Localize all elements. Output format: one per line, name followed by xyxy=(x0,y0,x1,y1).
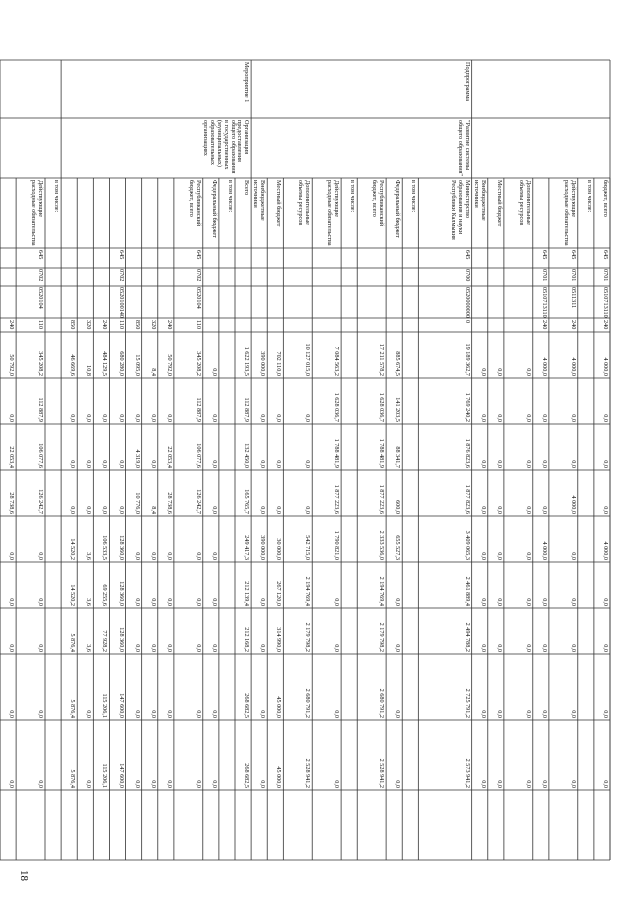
value-cell: 0,0 xyxy=(165,710,173,718)
value-cell: 132 450,0 xyxy=(243,443,251,468)
value-cell: 28 738,6 xyxy=(165,492,173,514)
value-cell: 0,0 xyxy=(495,598,503,606)
value-cell: 30 000,0 xyxy=(275,538,283,560)
csr-code: 0520100140 xyxy=(117,287,125,318)
value-cell: 46 669,6 xyxy=(69,354,77,376)
value-cell: 0,0 xyxy=(8,780,16,788)
grbs-code: 645 xyxy=(463,250,471,260)
value-cell: 0,0 xyxy=(540,644,548,652)
value-cell: 128 360,0 xyxy=(117,535,125,560)
value-cell: 0,0 xyxy=(194,552,202,560)
vr-code: 320 xyxy=(85,320,93,330)
value-cell: 4 319,0 xyxy=(133,449,141,468)
rz-code: 0700 xyxy=(463,269,471,282)
value-cell: 0,0 xyxy=(117,460,125,468)
csr-code: 0520000000 xyxy=(463,287,471,318)
value-cell: 22 053,4 xyxy=(8,446,16,468)
value-cell: 0,0 xyxy=(479,598,487,606)
value-cell: 128 360,0 xyxy=(117,627,125,652)
value-cell: 1 877 223,6 xyxy=(378,484,386,514)
value-cell: 141 203,5 xyxy=(394,397,402,422)
value-cell: 1 769 240,2 xyxy=(463,392,471,422)
value-cell: 1 628 036,7 xyxy=(378,392,386,422)
value-cell: 212 168,2 xyxy=(243,627,251,652)
value-cell: 0,0 xyxy=(540,460,548,468)
value-cell: 2 461 889,4 xyxy=(463,576,471,606)
value-cell: 115 206,1 xyxy=(101,693,109,718)
value-cell: 0,0 xyxy=(8,710,16,718)
value-cell: 0,0 xyxy=(524,780,532,788)
value-cell: 0,0 xyxy=(495,552,503,560)
value-cell: 15 095,0 xyxy=(133,354,141,376)
value-cell: 345 208,2 xyxy=(37,351,44,376)
subprogram-name: "Развитие системы общего образования" xyxy=(456,120,471,176)
value-cell: 0,0 xyxy=(524,552,532,560)
value-cell: 0,0 xyxy=(101,414,109,422)
value-cell: 249 417,3 xyxy=(243,535,251,560)
value-cell: 0,0 xyxy=(133,598,141,606)
value-cell: 0,0 xyxy=(149,780,157,788)
value-cell: 115 206,1 xyxy=(101,763,109,788)
vr-code: 240 xyxy=(8,320,16,330)
value-cell: 0,0 xyxy=(210,506,218,514)
value-cell: 10,8 xyxy=(85,365,93,376)
value-cell: 2 680 791,2 xyxy=(304,688,312,718)
value-cell: 600,0 xyxy=(394,500,402,514)
value-cell: 0,0 xyxy=(524,710,532,718)
value-cell: 0,0 xyxy=(602,644,609,652)
value-cell: 0,0 xyxy=(569,414,577,422)
value-cell: 0,0 xyxy=(602,506,609,514)
rz-code: 0701 xyxy=(569,269,577,282)
value-cell: 655 527,3 xyxy=(394,535,402,560)
value-cell: 0,0 xyxy=(259,506,267,514)
value-cell: 17 211 578,2 xyxy=(378,343,386,376)
value-cell: 0,0 xyxy=(524,644,532,652)
value-cell: 0,0 xyxy=(495,710,503,718)
row-label: Республиканский бюджет, всего xyxy=(187,180,202,227)
value-cell: 0,0 xyxy=(149,598,157,606)
value-cell: 0,0 xyxy=(275,506,283,514)
row-label: Федеральный бюджет xyxy=(210,180,218,238)
value-cell: 345 208,2 xyxy=(194,351,202,376)
value-cell: 0,0 xyxy=(165,780,173,788)
value-cell: 0,0 xyxy=(304,460,312,468)
value-cell: 0,0 xyxy=(524,414,532,422)
value-cell: 0,0 xyxy=(8,414,16,422)
value-cell: 126 242,7 xyxy=(194,489,202,514)
value-cell: 0,0 xyxy=(569,644,577,652)
value-cell: 0,0 xyxy=(259,710,267,718)
row-label: в том числе: xyxy=(53,180,61,213)
value-cell: 0,0 xyxy=(210,552,218,560)
value-cell: 0,0 xyxy=(85,460,93,468)
value-cell: 14 520,2 xyxy=(69,584,77,606)
value-cell: 112 887,9 xyxy=(194,397,202,422)
value-cell: 0,0 xyxy=(194,598,202,606)
value-cell: 112 887,9 xyxy=(243,397,251,422)
row-label: в том числе: xyxy=(585,180,593,213)
value-cell: 0,0 xyxy=(259,644,267,652)
value-cell: 106 077,6 xyxy=(194,443,202,468)
value-cell: 0,0 xyxy=(479,644,487,652)
rz-code: 0701 xyxy=(602,269,609,282)
value-cell: 0,0 xyxy=(149,460,157,468)
value-cell: 4 000,0 xyxy=(602,357,609,376)
value-cell: 0,0 xyxy=(304,506,312,514)
value-cell: 0,0 xyxy=(85,506,93,514)
value-cell: 88 341,7 xyxy=(394,446,402,468)
value-cell: 0,0 xyxy=(495,460,503,468)
value-cell: 268 682,5 xyxy=(243,763,251,788)
value-cell: 0,0 xyxy=(259,414,267,422)
value-cell: 0,0 xyxy=(85,414,93,422)
value-cell: 885 674,5 xyxy=(394,351,402,376)
value-cell: 0,0 xyxy=(133,710,141,718)
value-cell: 1 788 481,9 xyxy=(333,438,341,468)
csr-code: 0511311 xyxy=(569,287,577,309)
value-cell: 0,0 xyxy=(69,460,77,468)
value-cell: 5 876,4 xyxy=(69,769,77,788)
csr-code: 0510713110 xyxy=(540,287,548,318)
row-label: Действующие расходные обязательства xyxy=(562,180,577,246)
value-cell: 0,0 xyxy=(540,710,548,718)
vr-code: 240 xyxy=(165,320,173,330)
value-cell: 2 528 941,2 xyxy=(378,758,386,788)
value-cell: 22 053,4 xyxy=(165,446,173,468)
value-cell: 0,0 xyxy=(117,414,125,422)
value-cell: 2 573 941,2 xyxy=(463,758,471,788)
value-cell: 0,0 xyxy=(495,780,503,788)
value-cell: 45 000,0 xyxy=(275,766,283,788)
value-cell: 0,0 xyxy=(569,460,577,468)
subprogram-label: Подпрограмма xyxy=(463,62,471,101)
vr-code: 110 xyxy=(194,320,202,330)
value-cell: 0,0 xyxy=(333,644,341,652)
rz-code: 0701 xyxy=(540,269,548,282)
value-cell: 2 680 791,2 xyxy=(378,688,386,718)
value-cell: 0,0 xyxy=(602,460,609,468)
grbs-code: 645 xyxy=(117,250,125,260)
value-cell: 2 194 769,4 xyxy=(378,576,386,606)
csr-code: 0520104 xyxy=(194,287,202,309)
value-cell: 0,0 xyxy=(495,414,503,422)
value-cell: 268 682,5 xyxy=(243,693,251,718)
value-cell: 0,0 xyxy=(37,710,44,718)
value-cell: 0,0 xyxy=(479,780,487,788)
value-cell: 8,4 xyxy=(149,368,157,376)
value-cell: 10 127 015,0 xyxy=(304,343,312,376)
value-cell: 0,0 xyxy=(133,644,141,652)
value-cell: 0,0 xyxy=(524,506,532,514)
value-cell: 77 928,2 xyxy=(101,630,109,652)
value-cell: 0,0 xyxy=(259,598,267,606)
vr-code: 240 xyxy=(569,320,577,330)
rz-code: 0702 xyxy=(37,269,44,282)
value-cell: 1 790 821,0 xyxy=(333,530,341,560)
value-cell: 0,0 xyxy=(275,414,283,422)
value-cell: 0,0 xyxy=(165,552,173,560)
value-cell: 0,0 xyxy=(210,598,218,606)
value-cell: 106 533,5 xyxy=(101,535,109,560)
value-cell: 1 877 223,6 xyxy=(333,484,341,514)
vr-code: 850 xyxy=(69,320,77,330)
value-cell: 0,0 xyxy=(540,780,548,788)
value-cell: 4 000,0 xyxy=(569,357,577,376)
value-cell: 45 000,0 xyxy=(275,696,283,718)
value-cell: 0,0 xyxy=(394,644,402,652)
value-cell: 0,0 xyxy=(8,552,16,560)
measure-name: Организация предоставления общего образования в государственных (муниципальных) образовательных организациях xyxy=(202,120,251,174)
row-label: Действующие расходные обязательства xyxy=(326,180,341,246)
value-cell: 2 528 941,2 xyxy=(304,758,312,788)
value-cell: 0,0 xyxy=(210,644,218,652)
value-cell: 0,0 xyxy=(210,368,218,376)
grbs-code: 645 xyxy=(602,250,609,260)
value-cell: 0,0 xyxy=(495,506,503,514)
value-cell: 0,0 xyxy=(569,598,577,606)
value-cell: 0,0 xyxy=(602,780,609,788)
value-cell: 0,0 xyxy=(333,780,341,788)
value-cell: 0,0 xyxy=(210,414,218,422)
value-cell: 0,0 xyxy=(8,644,16,652)
grbs-code: 645 xyxy=(37,250,44,260)
value-cell: 112 887,9 xyxy=(37,397,44,422)
value-cell: 14 520,2 xyxy=(69,538,77,560)
value-cell: 390 000,0 xyxy=(259,351,267,376)
value-cell: 0,0 xyxy=(37,780,44,788)
vr-code: 240 xyxy=(540,320,548,330)
rz-code: 0702 xyxy=(117,269,125,282)
value-cell: 0,0 xyxy=(394,598,402,606)
value-cell: 1 622 193,5 xyxy=(243,346,251,376)
value-cell: 2 725 791,2 xyxy=(463,688,471,718)
value-cell: 50 792,0 xyxy=(165,354,173,376)
value-cell: 0,0 xyxy=(85,780,93,788)
value-cell: 0,0 xyxy=(394,710,402,718)
value-cell: 0,0 xyxy=(304,414,312,422)
value-cell: 5 876,4 xyxy=(69,699,77,718)
value-cell: 0,0 xyxy=(540,598,548,606)
value-cell: 0,0 xyxy=(479,460,487,468)
value-cell: 1 788 481,9 xyxy=(378,438,386,468)
value-cell: 484 129,5 xyxy=(101,351,109,376)
value-cell: 5 876,4 xyxy=(69,633,77,652)
value-cell: 0,0 xyxy=(165,414,173,422)
csr-code: 0520104 xyxy=(37,287,44,309)
vr-code: 0 xyxy=(463,320,471,324)
grbs-code: 645 xyxy=(540,250,548,260)
vr-code: 110 xyxy=(117,320,125,330)
value-cell: 0,0 xyxy=(569,552,577,560)
page-number: 18 xyxy=(18,870,30,881)
row-label: Действующие расходные обязательства xyxy=(30,180,44,246)
value-cell: 0,0 xyxy=(333,710,341,718)
value-cell: 0,0 xyxy=(524,368,532,376)
value-cell: 10 776,0 xyxy=(133,492,141,514)
value-cell: 702 110,0 xyxy=(275,351,283,376)
value-cell: 8,4 xyxy=(149,506,157,514)
value-cell: 1 876 823,6 xyxy=(463,438,471,468)
vr-code: 110 xyxy=(37,320,44,330)
value-cell: 0,0 xyxy=(495,368,503,376)
value-cell: 0,0 xyxy=(117,506,125,514)
value-cell: 267 120,0 xyxy=(275,581,283,606)
grbs-code: 645 xyxy=(194,250,202,260)
row-label: Внебюджетные источники xyxy=(472,180,487,221)
value-cell: 0,0 xyxy=(210,460,218,468)
value-cell: 0,0 xyxy=(85,710,93,718)
value-cell: 0,0 xyxy=(101,460,109,468)
value-cell: 50 792,0 xyxy=(8,354,16,376)
value-cell: 0,0 xyxy=(479,368,487,376)
value-cell: 0,0 xyxy=(275,460,283,468)
grbs-code: 645 xyxy=(569,250,577,260)
value-cell: 0,0 xyxy=(524,598,532,606)
value-cell: 0,0 xyxy=(165,644,173,652)
value-cell: 126 242,7 xyxy=(37,489,44,514)
value-cell: 0,0 xyxy=(259,460,267,468)
value-cell: 4 000,0 xyxy=(602,541,609,560)
value-cell: 3,6 xyxy=(85,552,93,560)
value-cell: 2 179 798,2 xyxy=(378,622,386,652)
value-cell: 147 600,0 xyxy=(117,693,125,718)
value-cell: 2 179 798,2 xyxy=(304,622,312,652)
value-cell: 0,0 xyxy=(149,644,157,652)
value-cell: 0,0 xyxy=(210,710,218,718)
value-cell: 0,0 xyxy=(194,780,202,788)
value-cell: 0,0 xyxy=(37,552,44,560)
value-cell: 0,0 xyxy=(210,780,218,788)
value-cell: 4 000,0 xyxy=(540,541,548,560)
value-cell: 7 084 563,2 xyxy=(333,346,341,376)
row-label: Республиканский бюджет, всего xyxy=(371,180,386,227)
value-cell: 2 333 536,0 xyxy=(378,530,386,560)
row-label: Всего xyxy=(243,180,251,196)
value-cell: 680 280,0 xyxy=(117,351,125,376)
value-cell: 2 194 769,4 xyxy=(304,576,312,606)
row-label: бюджет, всего xyxy=(602,180,609,217)
value-cell: 4 000,0 xyxy=(540,357,548,376)
value-cell: 0,0 xyxy=(479,506,487,514)
value-cell: 0,0 xyxy=(101,506,109,514)
value-cell: 0,0 xyxy=(133,552,141,560)
row-label: Дополнительные объемы ресурсов xyxy=(517,180,532,226)
value-cell: 128 360,0 xyxy=(117,581,125,606)
csr-code: 0510713110 xyxy=(602,287,609,318)
value-cell: 0,0 xyxy=(37,598,44,606)
value-cell: 0,0 xyxy=(479,710,487,718)
value-cell: 0,0 xyxy=(602,710,609,718)
vr-code: 240 xyxy=(101,320,109,330)
value-cell: 0,0 xyxy=(259,780,267,788)
vr-code: 240 xyxy=(602,320,609,330)
vr-code: 320 xyxy=(149,320,157,330)
value-cell: 314 990,0 xyxy=(275,627,283,652)
row-label: Внебюджетные источники xyxy=(252,180,267,221)
value-cell: 0,0 xyxy=(194,644,202,652)
row-label: Местный бюджет xyxy=(495,180,503,227)
row-label: в том числе: xyxy=(349,180,357,213)
value-cell: 2 494 788,2 xyxy=(463,622,471,652)
value-cell: 0,0 xyxy=(69,506,77,514)
row-label: Местный бюджет xyxy=(275,180,283,227)
value-cell: 390 000,0 xyxy=(259,535,267,560)
value-cell: 0,0 xyxy=(540,414,548,422)
row-label: Дополнительные объемы ресурсов xyxy=(297,180,312,226)
value-cell: 3 409 065,3 xyxy=(463,530,471,560)
value-cell: 1 628 036,7 xyxy=(333,392,341,422)
row-label: в том числе: xyxy=(227,180,234,213)
value-cell: 0,0 xyxy=(133,414,141,422)
value-cell: 0,0 xyxy=(479,552,487,560)
value-cell: 0,0 xyxy=(37,644,44,652)
value-cell: 28 738,6 xyxy=(8,492,16,514)
value-cell: 0,0 xyxy=(602,598,609,606)
rz-code: 0702 xyxy=(194,269,202,282)
row-label: Министерство образования и науки Республики Калмыкия xyxy=(450,180,471,240)
value-cell: 0,0 xyxy=(133,780,141,788)
value-cell: 542 715,0 xyxy=(304,535,312,560)
value-cell: 212 139,4 xyxy=(243,581,251,606)
value-cell: 0,0 xyxy=(479,414,487,422)
value-cell: 0,0 xyxy=(602,414,609,422)
value-cell: 0,0 xyxy=(333,598,341,606)
value-cell: 0,0 xyxy=(569,780,577,788)
value-cell: 165 765,7 xyxy=(243,489,251,514)
value-cell: 147 600,0 xyxy=(117,763,125,788)
value-cell: 0,0 xyxy=(540,506,548,514)
value-cell: 69 255,6 xyxy=(101,584,109,606)
value-cell: 0,0 xyxy=(8,598,16,606)
value-cell: 3,6 xyxy=(85,598,93,606)
value-cell: 0,0 xyxy=(69,414,77,422)
value-cell: 106 077,6 xyxy=(37,443,44,468)
measure-label: Мероприятие 1 xyxy=(243,62,251,103)
row-label: Федеральный бюджет xyxy=(394,180,402,238)
row-label: в том числе: xyxy=(410,180,418,213)
value-cell: 0,0 xyxy=(194,710,202,718)
value-cell: 0,0 xyxy=(569,710,577,718)
value-cell: 0,0 xyxy=(149,552,157,560)
value-cell: 4 000,0 xyxy=(569,495,577,514)
vr-code: 850 xyxy=(133,320,141,330)
value-cell: 0,0 xyxy=(149,710,157,718)
value-cell: 1 877 823,6 xyxy=(463,484,471,514)
value-cell: 3,6 xyxy=(85,644,93,652)
value-cell: 0,0 xyxy=(165,598,173,606)
value-cell: 0,0 xyxy=(524,460,532,468)
value-cell: 0,0 xyxy=(394,780,402,788)
value-cell: 0,0 xyxy=(149,414,157,422)
value-cell: 0,0 xyxy=(495,644,503,652)
value-cell: 19 189 362,7 xyxy=(463,343,471,376)
